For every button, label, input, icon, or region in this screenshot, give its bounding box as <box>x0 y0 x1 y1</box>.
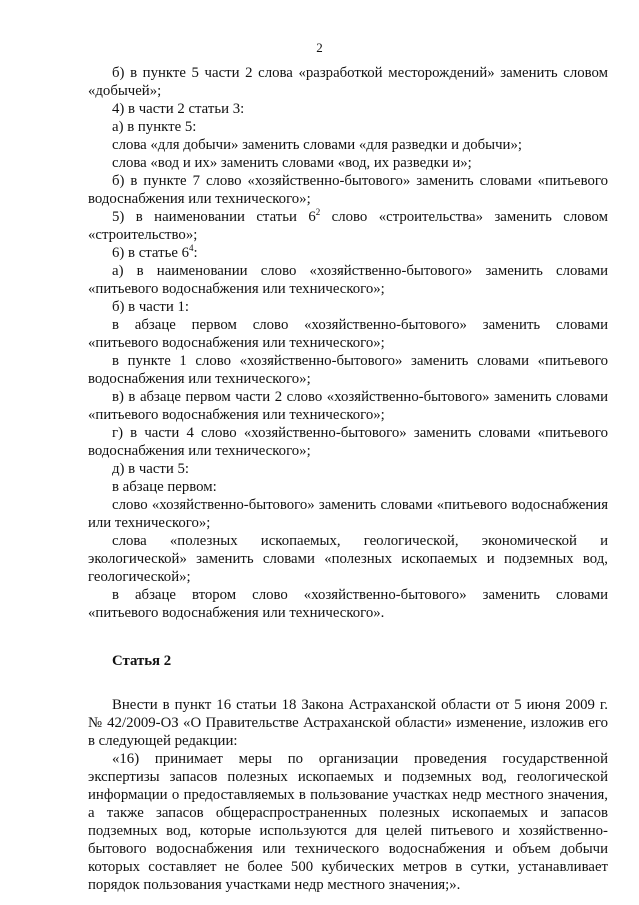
amendments-list <box>88 64 608 622</box>
amendment-paragraph: б) в пункте 7 слово «хозяйственно-бытового» заменить словами «питьевого водоснабжения или технического»; <box>88 173 608 207</box>
article-paragraph: «16) принимает меры по организации проведения государственной экспертизы запасов полезных ископаемых и подземных вод, геологической информации о предоставляемых в пользование участках недр местного значения, а также запасов общераспространенных полезных ископаемых и запасов подземных вод, которые используются для целей питьевого и хозяйственно-бытового водоснабжения или технического водоснабжения и объем добычи которых составляет не более 500 кубических метров в сутки, устанавливает порядок пользования участками недр местного значения;». <box>88 751 608 893</box>
superscript-index: 2 <box>315 207 321 218</box>
article-heading: Статья 2 <box>112 653 172 669</box>
paragraph-text: 5) в наименовании статьи 6 <box>112 209 316 225</box>
amendment-paragraph: слова «вод и их» заменить словами «вод, их разведки и»; <box>112 155 472 171</box>
amendment-paragraph: в) в абзаце первом части 2 слово «хозяйственно-бытового» заменить словами «питьевого водоснабжения или технического»; <box>88 389 608 423</box>
paragraph-text: 6) в статье 6 <box>112 245 189 261</box>
amendment-paragraph: в абзаце первом: <box>112 479 217 495</box>
amendment-paragraph: б) в пункте 5 части 2 слова «разработкой месторождений» заменить словом «добычей»; <box>88 65 608 99</box>
paragraph-text: слово «строительства» заменить словом «строительство»; <box>88 209 608 243</box>
amendment-paragraph <box>88 208 608 244</box>
page-number: 2 <box>316 40 323 55</box>
amendment-paragraph: 4) в части 2 статьи 3: <box>112 101 245 117</box>
amendment-paragraph <box>88 244 608 262</box>
amendment-paragraph: а) в наименовании слово «хозяйственно-бытового» заменить словами «питьевого водоснабжения или технического»; <box>88 263 608 297</box>
amendment-paragraph: слово «хозяйственно-бытового» заменить словами «питьевого водоснабжения или технического»; <box>88 497 608 531</box>
document-body <box>88 64 608 894</box>
amendment-paragraph: слова «полезных ископаемых, геологической, экономической и экологической» заменить словами «полезных ископаемых и подземных вод, геологической»; <box>88 533 608 585</box>
amendment-paragraph: слова «для добычи» заменить словами «для разведки и добычи»; <box>112 137 522 153</box>
superscript-index: 4 <box>189 243 194 254</box>
article-paragraph: Внести в пункт 16 статьи 18 Закона Астраханской области от 5 июня 2009 г. № 42/2009-ОЗ «О Правительстве Астраханской области» изменение, изложив его в следующей редакции: <box>88 697 608 749</box>
amendment-paragraph: в абзаце втором слово «хозяйственно-бытового» заменить словами «питьевого водоснабжения или технического». <box>88 587 608 621</box>
paragraph-text: : <box>193 245 198 261</box>
amendment-paragraph: г) в части 4 слово «хозяйственно-бытового» заменить словами «питьевого водоснабжения или технического»; <box>88 425 608 459</box>
amendment-paragraph: в пункте 1 слово «хозяйственно-бытового» заменить словами «питьевого водоснабжения или технического»; <box>88 353 608 387</box>
amendment-paragraph: б) в части 1: <box>112 299 190 315</box>
amendment-paragraph: а) в пункте 5: <box>112 119 197 135</box>
amendment-paragraph: д) в части 5: <box>112 461 190 477</box>
amendment-paragraph: в абзаце первом слово «хозяйственно-бытового» заменить словами «питьевого водоснабжения или технического»; <box>88 317 608 351</box>
